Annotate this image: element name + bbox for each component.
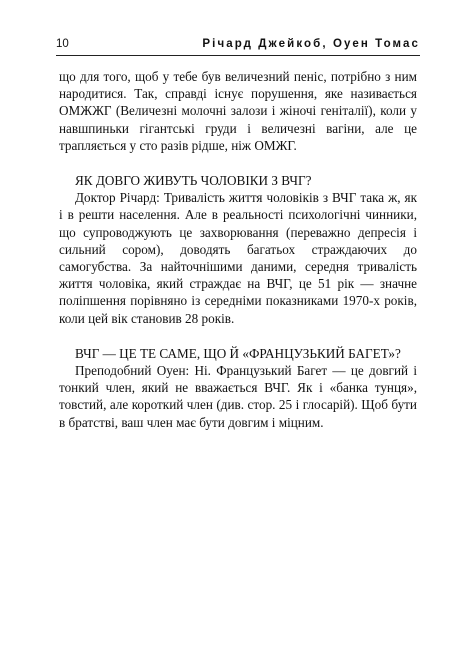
running-title: Річард Джейкоб, Оуен Томас — [202, 38, 420, 50]
section-heading-lifespan: ЯК ДОВГО ЖИВУТЬ ЧОЛОВІКИ З ВЧГ? — [75, 173, 312, 189]
paragraph-baguette: Преподобний Оуен: Ні. Французький Багет — це довгий і тонкий член, який не вважається ВЧГ. Як і «банка тунця», товстий, але короткий член (див. стор. 25 і глосарій). Щоб бути в братстві, ваш член має бути довгим і міцним. — [59, 363, 417, 430]
page-header — [56, 38, 420, 54]
section-gap — [59, 154, 417, 172]
section-heading-baguette: ВЧГ — ЦЕ ТЕ САМЕ, ЩО Й «ФРАНЦУЗЬКИЙ БАГЕТ»? — [75, 345, 401, 361]
paragraph-lifespan: Доктор Річард: Тривалість життя чоловіків з ВЧГ така ж, як і в решти населення. Але в реальності психологічні чинники, що супроводжують це захворювання (переважно депресія і сильний сором), доводять багатьох страждаючих до самогубства. За найточнішими даними, середня тривалість життя чоловіка, який страждає на ВЧГ, це 51 рік — значне поліпшення порівняно із середніми показниками 1970-х років, коли цей вік становив 28 років. — [59, 190, 417, 326]
header-rule — [56, 55, 420, 56]
page-body — [59, 68, 417, 431]
paragraph-continuation: що для того, щоб у тебе був величезний пеніс, потрібно з ним народитися. Так, справді існує порушення, яке називається ОМЖЖГ (Величезні молочні залози і жіночі геніталії), коли у навшпиньки гігантські груди і величезні вагіни, але це трапляється у сто разів рідше, ніж ОМЖГ. — [59, 69, 417, 153]
page-number: 10 — [56, 38, 69, 50]
section-gap — [59, 327, 417, 345]
